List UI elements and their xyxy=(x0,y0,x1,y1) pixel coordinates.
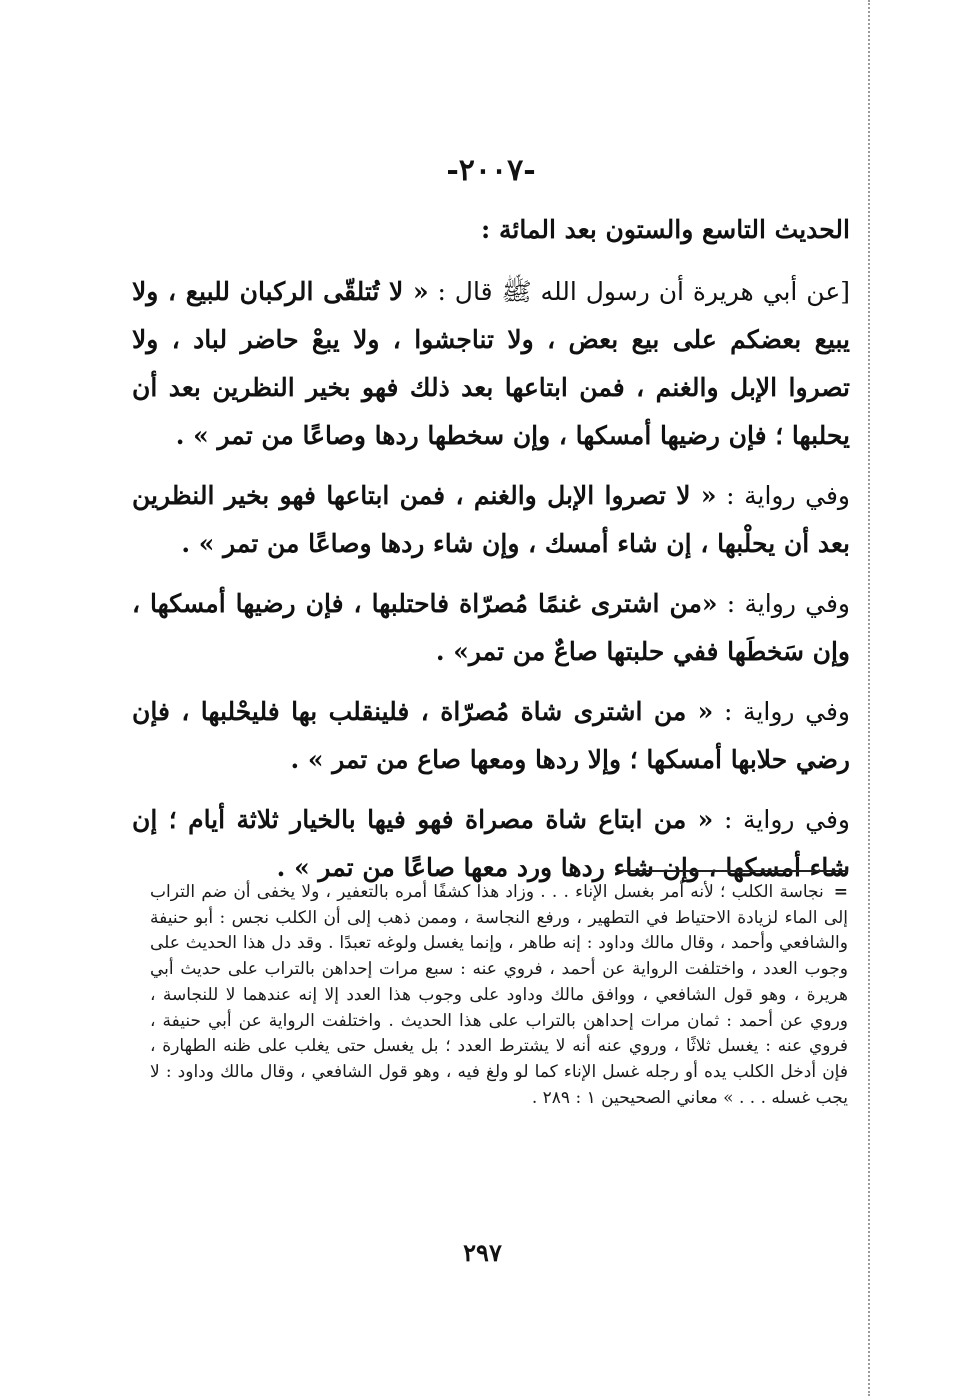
paragraph-quote: « من ابتاع شاة مصراة فهو فيها بالخيار ثلاثة أيام ؛ إن شاء أمسكها ، وإن شاء ردها ورد معها صاعًا من تمر » . xyxy=(132,805,850,882)
paragraph-quote: « لا تُتلقّى الركبان للبيع ، ولا يبيع بعضكم على بيع بعض ، ولا تناجشوا ، ولا يبعْ حاضر لباد ، ولا تصروا الإبل والغنم ، فمن ابتاعها بعد ذلك فهو بخير النظرين بعد أن يحلبها ؛ فإن رضيها أمسكها ، وإن سخطها ردها وصاعًا من تمر » . xyxy=(132,277,850,450)
hadith-paragraph xyxy=(132,268,850,460)
footnote-continuation-marker: = xyxy=(833,882,848,902)
hadith-paragraph xyxy=(132,472,850,568)
paragraph-quote: « من اشترى شاة مُصرّاة ، فلينقلب بها فليحْلبها ، فإن رضي حلابها أمسكها ؛ وإلا ردها ومعها صاع من تمر » . xyxy=(132,697,850,774)
footnote-separator xyxy=(620,870,848,872)
footnote xyxy=(150,880,848,1111)
footnote-text: نجاسة الكلب ؛ لأنه أمر بغسل الإناء . . . وزاد هذا كشفًا أمره بالتعفير ، ولا يخفى أن ضم التراب إلى الماء لزيادة الاحتياط في التطهير ، ورفع النجاسة ، وممن ذهب إلى أن الكلب نجس : أبو حنيفة والشافعي وأحمد ، وقال مالك وداود : إنه طاهر ، وإنما يغسل ولوغه تعبدًا . وقد دل هذا الحديث على وجوب العدد ، واختلفت الرواية عن أحمد ، فروي عنه : سبع مرات إحداهن بالتراب على حديث أبي هريرة ، وهو قول الشافعي ، ووافق مالك وداود على وجوب هذا العدد إلا إنه عندهما لا للنجاسة ، وروي عن أحمد : ثمان مرات إحداهن بالتراب على هذا الحديث . واختلفت الرواية عن أبي حنيفة ، فروي عنه : يغسل ثلاثًا ، وروي عنه أنه لا يشترط العدد ؛ بل يغسل حتى يغلب على ظنه الطهارة ، فإن أدخل الكلب يده أو رجله غسل الإناء كما لو ولغ فيه ، وهو قول الشافعي ، وقال مالك وداود : لا يجب غسله . . . » معاني الصحيحين ١ : ٢٨٩ . xyxy=(150,882,848,1108)
hadith-number: -٢٠٠٧- xyxy=(446,153,536,188)
hadith-paragraph xyxy=(132,688,850,784)
paragraph-lead: وفي رواية : xyxy=(713,805,851,834)
hadith-paragraph xyxy=(132,580,850,676)
paragraph-lead: وفي رواية : xyxy=(717,589,850,618)
page-body xyxy=(132,150,850,904)
paragraph-lead: وفي رواية : xyxy=(716,481,850,510)
paragraph-lead: وفي رواية : xyxy=(713,697,850,726)
paragraph-lead: [عن أبي هريرة أن رسول الله ﷺ قال : xyxy=(428,277,850,306)
hadith-paragraph xyxy=(132,796,850,892)
page-number: ٢٩٧ xyxy=(463,1238,502,1267)
paragraph-quote: « لا تصروا الإبل والغنم ، فمن ابتاعها فهو بخير النظرين بعد أن يحلْبها ، إن شاء أمسك ، وإن شاء ردها وصاعًا من تمر » . xyxy=(132,481,850,558)
page-edge-dotted-line xyxy=(868,0,870,1396)
paragraph-quote: «من اشترى غنمًا مُصرّاة فاحتلبها ، فإن رضيها أمسكها ، وإن سَخطَها ففي حلبتها صاعٌ من تمر» . xyxy=(132,589,850,666)
hadith-heading: الحديث التاسع والستون بعد المائة : xyxy=(481,215,850,244)
